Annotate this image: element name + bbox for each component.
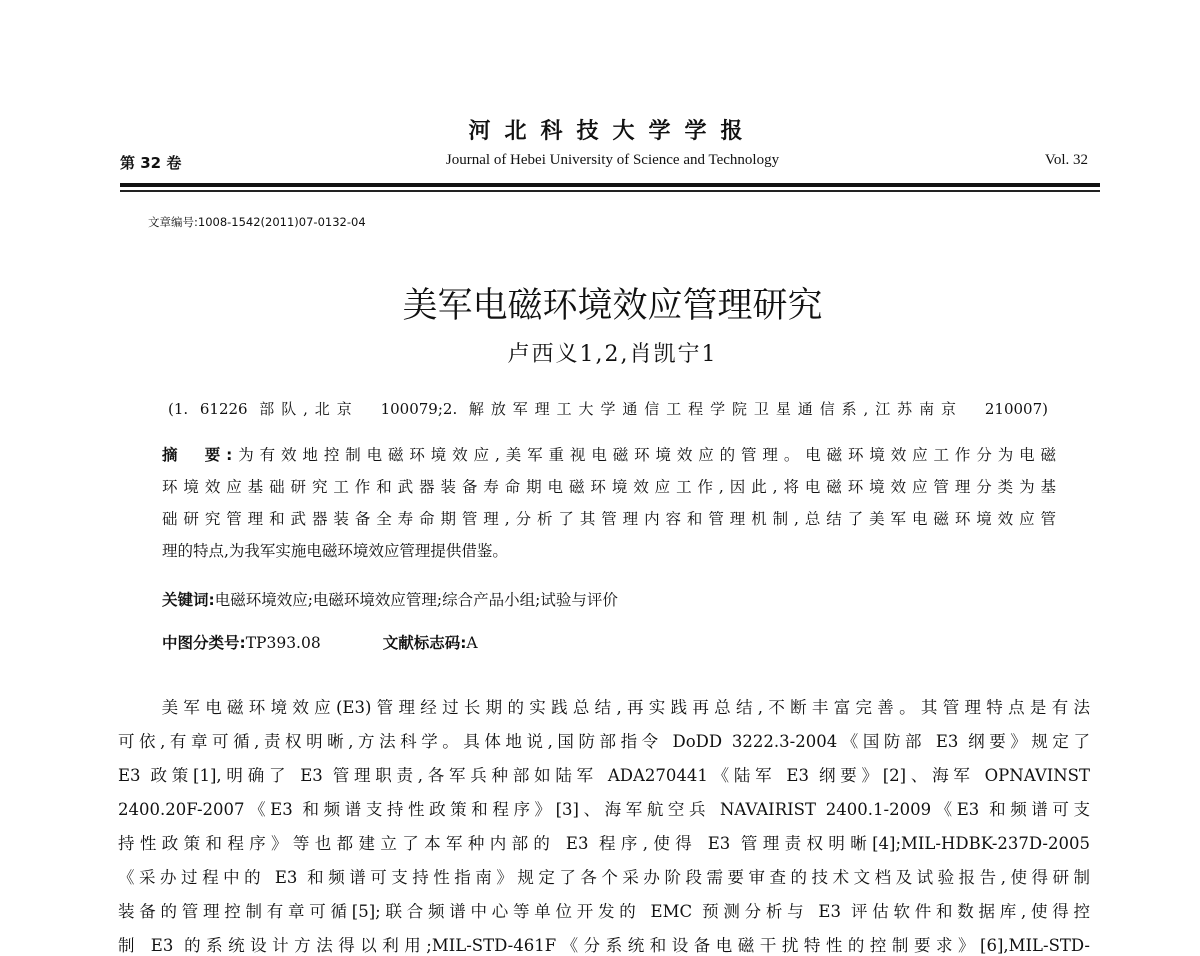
body-line: 《采办过程中的 E3 和频谱可支持性指南》规定了各个采办阶段需要审查的技术文档及试验报告,使得研制	[118, 868, 1090, 887]
paper-title: 美军电磁环境效应管理研究	[402, 286, 823, 326]
journal-title-en: Journal of Hebei University of Science and Technology	[445, 152, 780, 168]
classification-label: 中图分类号:	[162, 634, 246, 652]
abstract-line	[162, 443, 1056, 465]
keywords-label: 关键词:	[162, 591, 215, 609]
keywords-value: 电磁环境效应;电磁环境效应管理;综合产品小组;试验与评价	[214, 591, 618, 609]
journal-title-cn: 河北科技大学学报	[468, 119, 757, 144]
doc-code-value: A	[466, 634, 478, 652]
abstract-line: 环境效应基础研究工作和武器装备寿命期电磁环境效应工作,因此,将电磁环境效应管理分类为基	[162, 478, 1056, 496]
abstract-text: 为有效地控制电磁环境效应,美军重视电磁环境效应的管理。电磁环境效应工作分为电磁	[232, 446, 1056, 464]
classification	[162, 631, 478, 653]
classification-value: TP393.08	[245, 634, 321, 652]
body-line: 装备的管理控制有章可循[5];联合频谱中心等单位开发的 EMC 预测分析与 E3 评估软件和数据库,使得控	[118, 902, 1090, 921]
header-rule-thin	[120, 190, 1100, 192]
volume-en: Vol. 32	[1044, 152, 1088, 168]
body-line: E3 政策[1],明确了 E3 管理职责,各军兵种部如陆军 ADA270441《陆军 E3 纲要》[2]、海军 OPNAVINST	[118, 766, 1090, 785]
keywords	[162, 588, 618, 610]
body-line: 持性政策和程序》等也都建立了本军种内部的 E3 程序,使得 E3 管理责权明晰[4];MIL-HDBK-237D-2005	[118, 834, 1090, 853]
body-line: 美军电磁环境效应(E3)管理经过长期的实践总结,再实践再总结,不断丰富完善。其管理特点是有法	[118, 698, 1090, 717]
abstract-label: 摘 要:	[162, 446, 233, 464]
header-rule-thick	[120, 183, 1100, 187]
article-number: 文章编号:1008-1542(2011)07-0132-04	[148, 215, 366, 229]
volume-cn: 第 32 卷	[120, 154, 182, 172]
body-line: 2400.20F-2007《E3 和频谱支持性政策和程序》[3]、海军航空兵 NAVAIRIST 2400.1-2009《E3 和频谱可支	[118, 800, 1090, 819]
doc-code-label: 文献标志码:	[382, 634, 467, 652]
affiliation: (1. 61226 部队,北京 100079;2. 解放军理工大学通信工程学院卫星通信系,江苏南京 210007)	[168, 400, 1048, 418]
authors: 卢西义1,2,肖凯宁1	[507, 342, 718, 367]
body-line: 制 E3 的系统设计方法得以利用;MIL-STD-461F《分系统和设备电磁干扰特性的控制要求》[6],MIL-STD-	[118, 936, 1090, 955]
abstract-line: 础研究管理和武器装备全寿命期管理,分析了其管理内容和管理机制,总结了美军电磁环境效应管	[162, 510, 1056, 528]
body-line: 可依,有章可循,责权明晰,方法科学。具体地说,国防部指令 DoDD 3222.3-2004《国防部 E3 纲要》规定了	[118, 732, 1090, 751]
abstract-line: 理的特点,为我军实施电磁环境效应管理提供借鉴。	[162, 542, 508, 560]
